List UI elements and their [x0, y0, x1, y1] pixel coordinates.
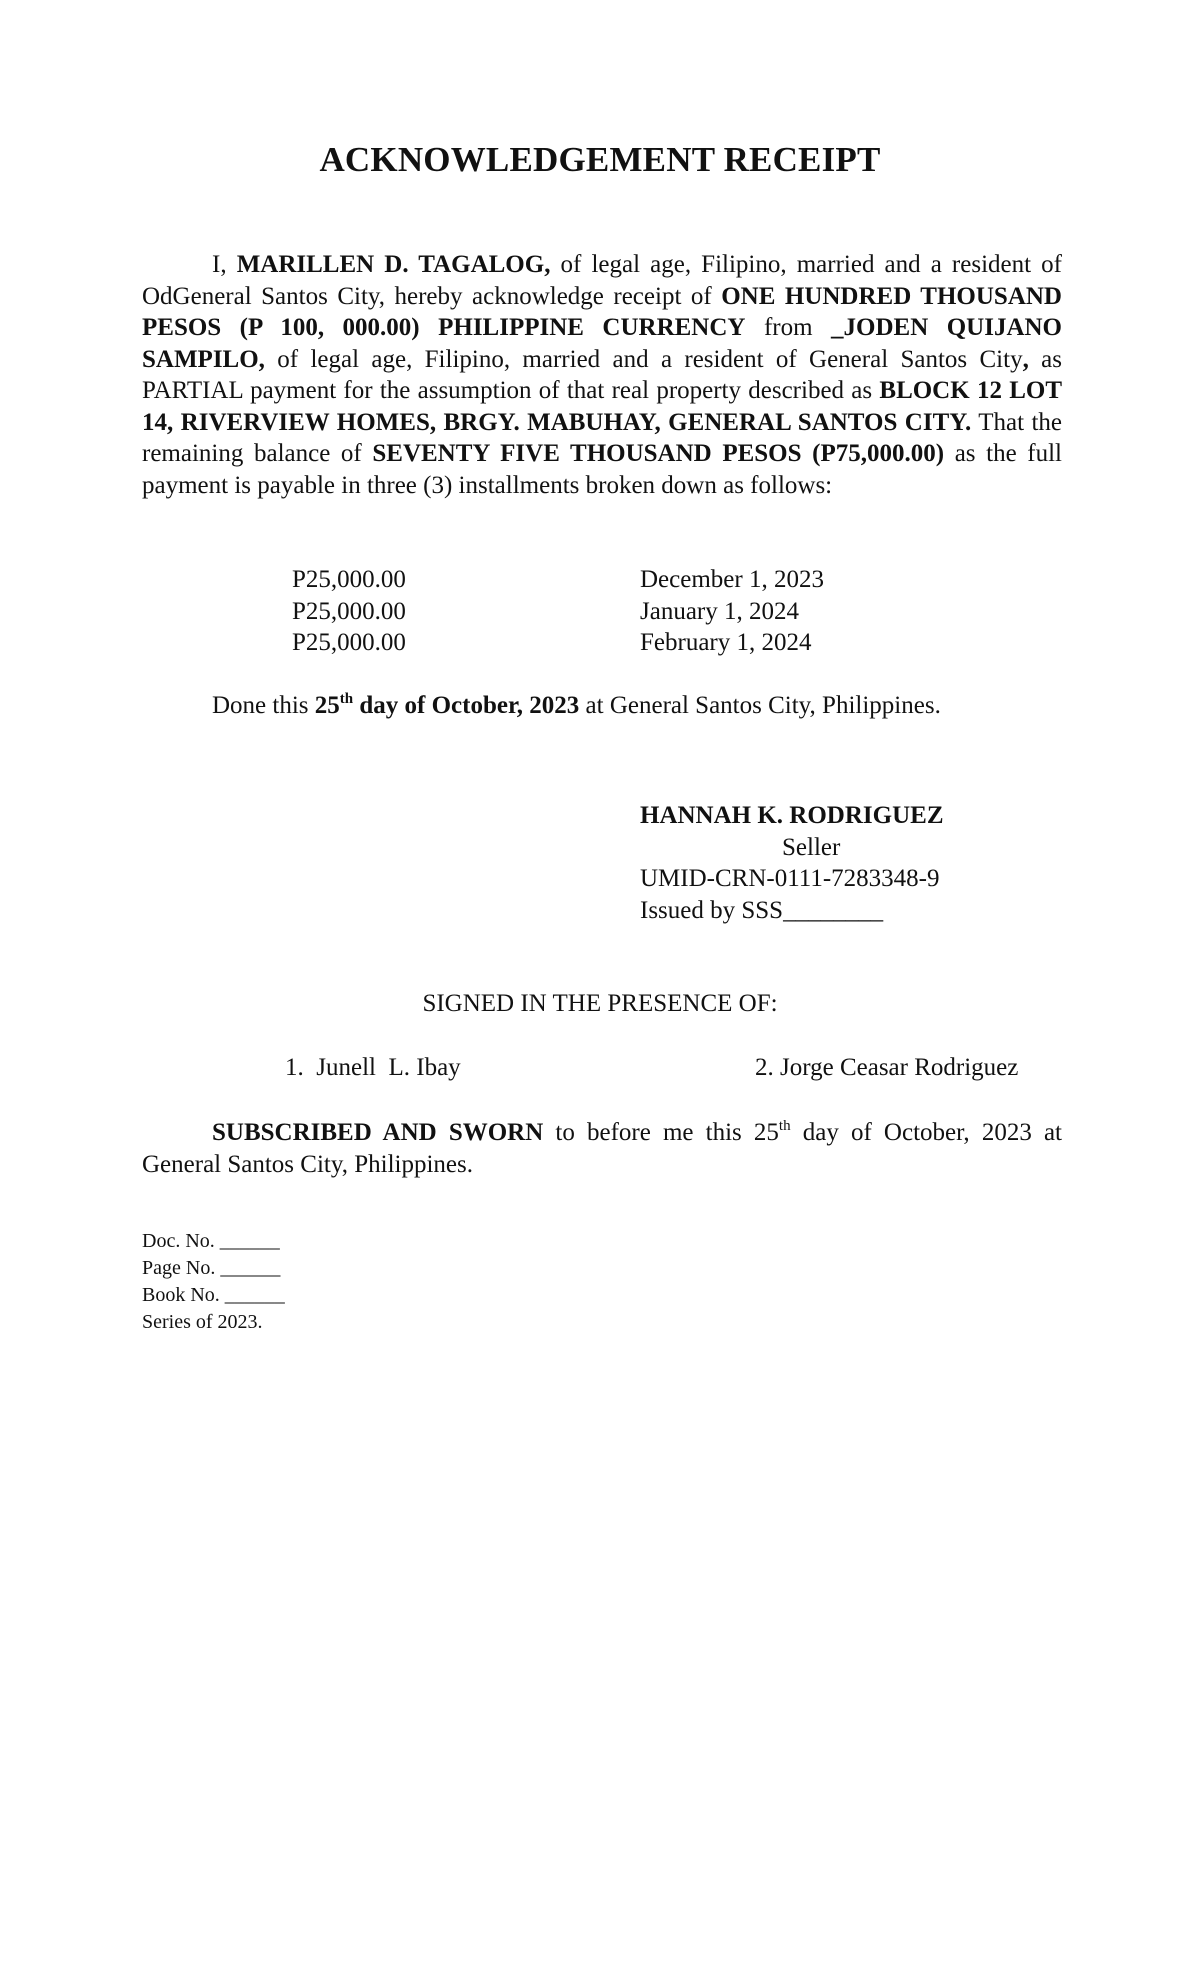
- presence-heading: SIGNED IN THE PRESENCE OF:: [422, 990, 778, 1017]
- installment-date: February 1, 2024: [640, 629, 812, 656]
- jurat-text: day of October, 2023 at General Santos City, Philippines.: [142, 1119, 1062, 1178]
- property-description: BLOCK 12 LOT 14, RIVERVIEW HOMES, BRGY. MABUHAY, GENERAL SANTOS CITY.: [142, 377, 1062, 436]
- witness-1: 1. Junell L. Ibay: [285, 1054, 461, 1081]
- installment-date: January 1, 2024: [640, 597, 799, 625]
- notary-page-no: Page No. ______: [142, 1257, 281, 1279]
- installment-row: [292, 596, 892, 628]
- notary-book-no: Book No. ______: [142, 1284, 285, 1306]
- jurat-paragraph: [142, 1117, 1062, 1180]
- done-day: 25: [314, 692, 340, 719]
- done-statement: [212, 690, 1092, 721]
- body-text: of legal age, Filipino, married and a resident of General Santos City: [264, 345, 1023, 373]
- body-text: of legal age, Filipino, married and a resident of OdGeneral Santos City, hereby acknowledge receipt of: [142, 251, 1062, 310]
- signatory-id: UMID-CRN-0111-7283348-9: [640, 865, 940, 892]
- done-day-suffix: th: [339, 691, 354, 707]
- document-title: ACKNOWLEDGEMENT RECEIPT: [319, 140, 881, 179]
- payer-name: _JODEN QUIJANO SAMPILO,: [142, 314, 1062, 373]
- signatory-issued-by: Issued by SSS________: [640, 896, 884, 924]
- body-text: as the full payment is payable in three (3) installments broken down as follows:: [142, 440, 1063, 499]
- body-comma: ,: [1022, 345, 1029, 373]
- installment-schedule: [292, 564, 892, 659]
- signatory-name: HANNAH K. RODRIGUEZ: [640, 802, 944, 829]
- installment-row: [292, 564, 892, 596]
- body-text: I,: [212, 251, 237, 278]
- witness-2: 2. Jorge Ceasar Rodriguez: [755, 1054, 1019, 1081]
- installment-amount: P25,000.00: [292, 566, 406, 593]
- body-text: from: [745, 314, 832, 341]
- receipt-body-paragraph: [142, 249, 1062, 501]
- installment-amount: P25,000.00: [292, 597, 406, 625]
- body-text: That the remaining balance of: [142, 408, 1063, 467]
- notary-series: Series of 2023.: [142, 1311, 263, 1333]
- installment-date: December 1, 2023: [640, 566, 824, 593]
- body-text: as PARTIAL payment for the assumption of that real property described as: [142, 345, 1062, 404]
- signatory-block: [640, 800, 944, 926]
- done-prefix: Done this: [212, 692, 315, 719]
- jurat-heading: SUBSCRIBED AND SWORN: [212, 1119, 544, 1146]
- receiver-name: MARILLEN D. TAGALOG,: [236, 251, 551, 278]
- notary-doc-no: Doc. No. ______: [142, 1230, 280, 1252]
- jurat-text: to before me this 25: [543, 1119, 779, 1146]
- amount-in-words: ONE HUNDRED THOUSAND PESOS (P 100, 000.00) PHILIPPINE CURRENCY: [142, 282, 1062, 341]
- installment-amount: P25,000.00: [292, 629, 406, 656]
- done-place: at General Santos City, Philippines.: [579, 692, 941, 719]
- jurat-day-suffix: th: [778, 1118, 791, 1134]
- remaining-balance: SEVENTY FIVE THOUSAND PESOS (P75,000.00): [372, 440, 945, 467]
- notary-details: [142, 1228, 285, 1336]
- signatory-role: Seller: [782, 833, 841, 861]
- installment-row: [292, 627, 892, 659]
- done-date: day of October, 2023: [353, 692, 580, 719]
